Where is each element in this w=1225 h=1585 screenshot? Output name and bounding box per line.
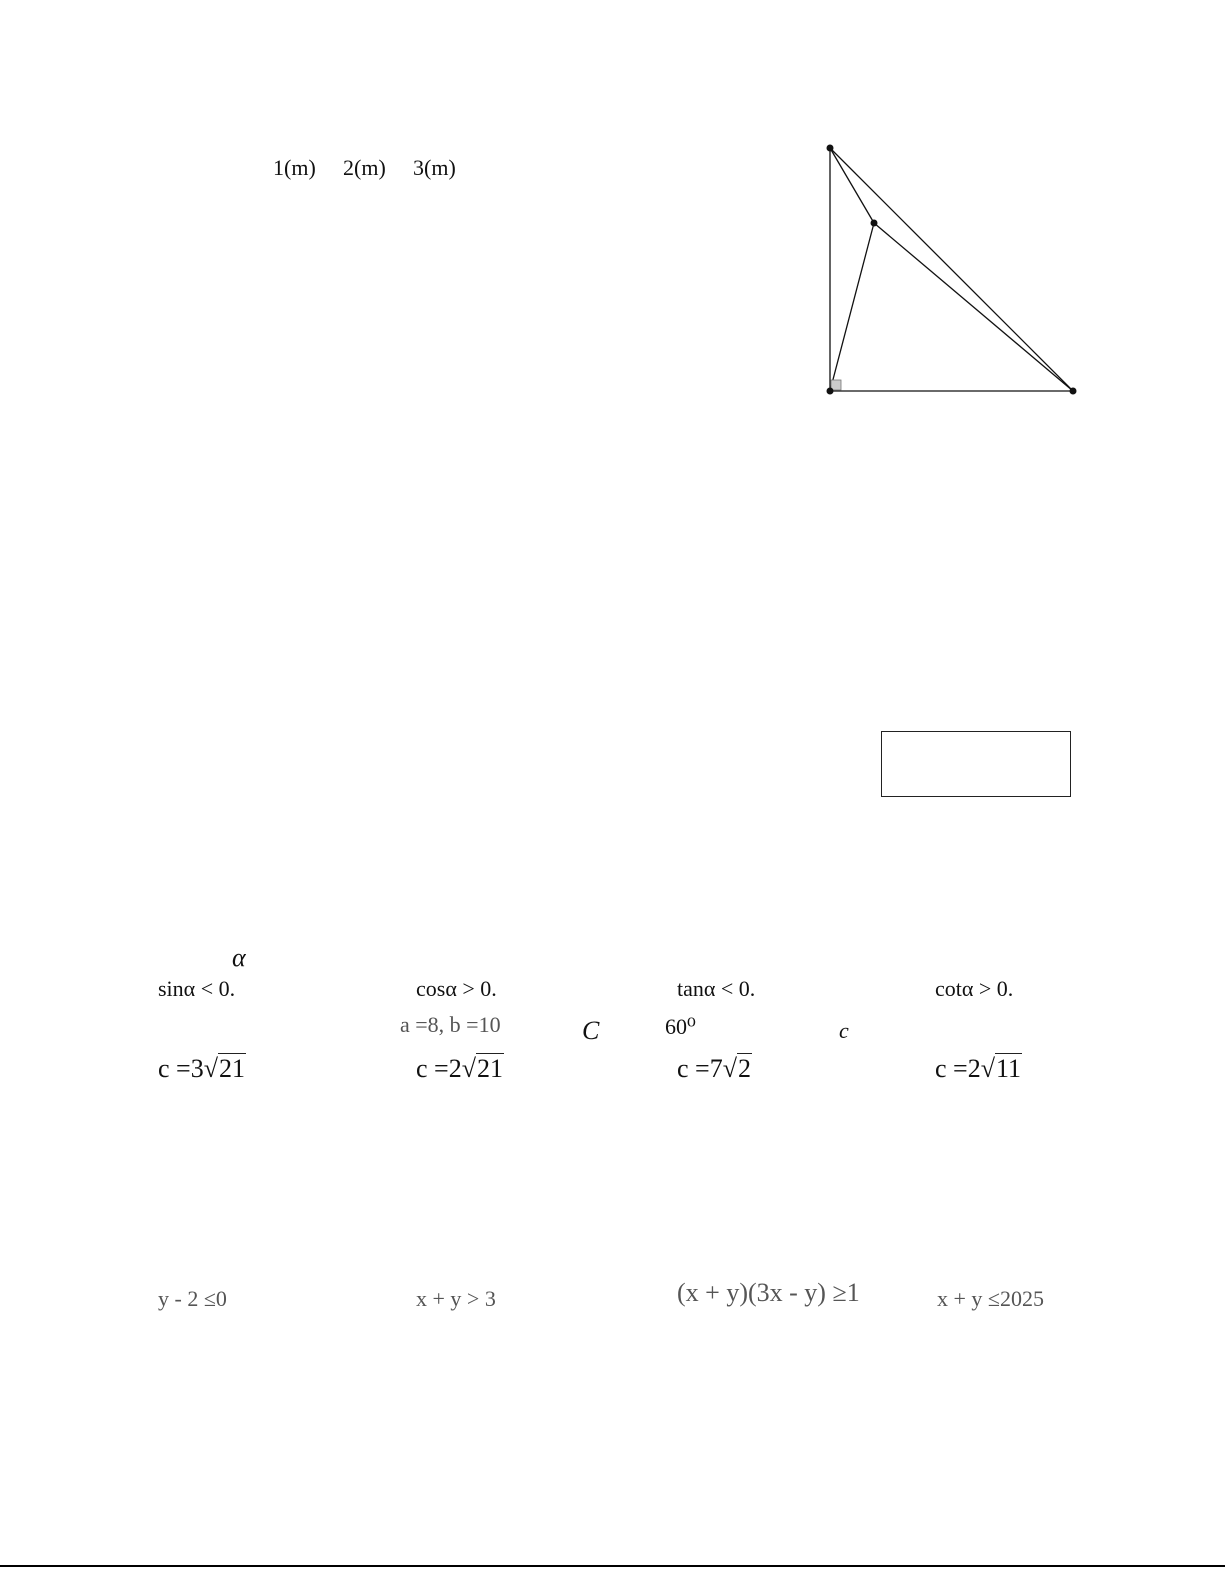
sqrt-icon: √ (980, 1054, 995, 1083)
triangle-option-a (158, 1056, 246, 1082)
alpha-option-c: tanα < 0. (677, 976, 756, 1001)
vertex-top (827, 145, 834, 152)
q1-option-2: 2(m) (343, 155, 386, 180)
triangle-angle-value: 60⁰ (665, 1014, 696, 1039)
edge-inner-bottom (830, 223, 874, 391)
alpha-option-d: cotα > 0. (935, 976, 1014, 1001)
edge-inner-right (874, 223, 1073, 391)
triangle-option-b (416, 1056, 504, 1082)
vertex-bottom-right (1070, 388, 1077, 395)
triangle-given: a =8, b =10 (400, 1012, 501, 1037)
right-angle-marker (831, 380, 841, 390)
option-d-radicand: 11 (995, 1054, 1022, 1083)
ineq-option-b: x + y > 3 (416, 1286, 496, 1311)
vertex-bottom-left (827, 388, 834, 395)
alpha-symbol: α (232, 943, 246, 972)
triangle-angle-label: C (582, 1016, 600, 1045)
q1-option-3: 3(m) (413, 155, 456, 180)
sqrt-icon: √ (722, 1054, 737, 1083)
option-b-radicand: 21 (476, 1054, 503, 1083)
triangle-option-c (677, 1056, 752, 1082)
sqrt-icon: √ (203, 1054, 218, 1083)
vertex-inner (871, 220, 878, 227)
option-a-prefix: c =3 (158, 1054, 204, 1083)
triangle-option-d (935, 1056, 1022, 1082)
q1-option-1: 1(m) (273, 155, 316, 180)
triangle-unknown: c (839, 1018, 849, 1043)
option-d-prefix: c =2 (935, 1054, 981, 1083)
ineq-option-d: x + y ≤2025 (937, 1286, 1044, 1311)
sqrt-icon: √ (461, 1054, 476, 1083)
ineq-option-a: y - 2 ≤0 (158, 1286, 227, 1311)
page-bottom-rule (0, 1565, 1225, 1567)
alpha-option-a: sinα < 0. (158, 976, 236, 1001)
option-c-prefix: c =7 (677, 1054, 723, 1083)
edge-hypotenuse (830, 148, 1073, 391)
option-a-radicand: 21 (218, 1054, 245, 1083)
pyramid-figure (800, 130, 1090, 410)
ineq-option-c: (x + y)(3x - y) ≥1 (677, 1278, 860, 1307)
option-c-radicand: 2 (737, 1054, 751, 1083)
option-b-prefix: c =2 (416, 1054, 462, 1083)
answer-box (881, 731, 1071, 797)
alpha-option-b: cosα > 0. (416, 976, 497, 1001)
